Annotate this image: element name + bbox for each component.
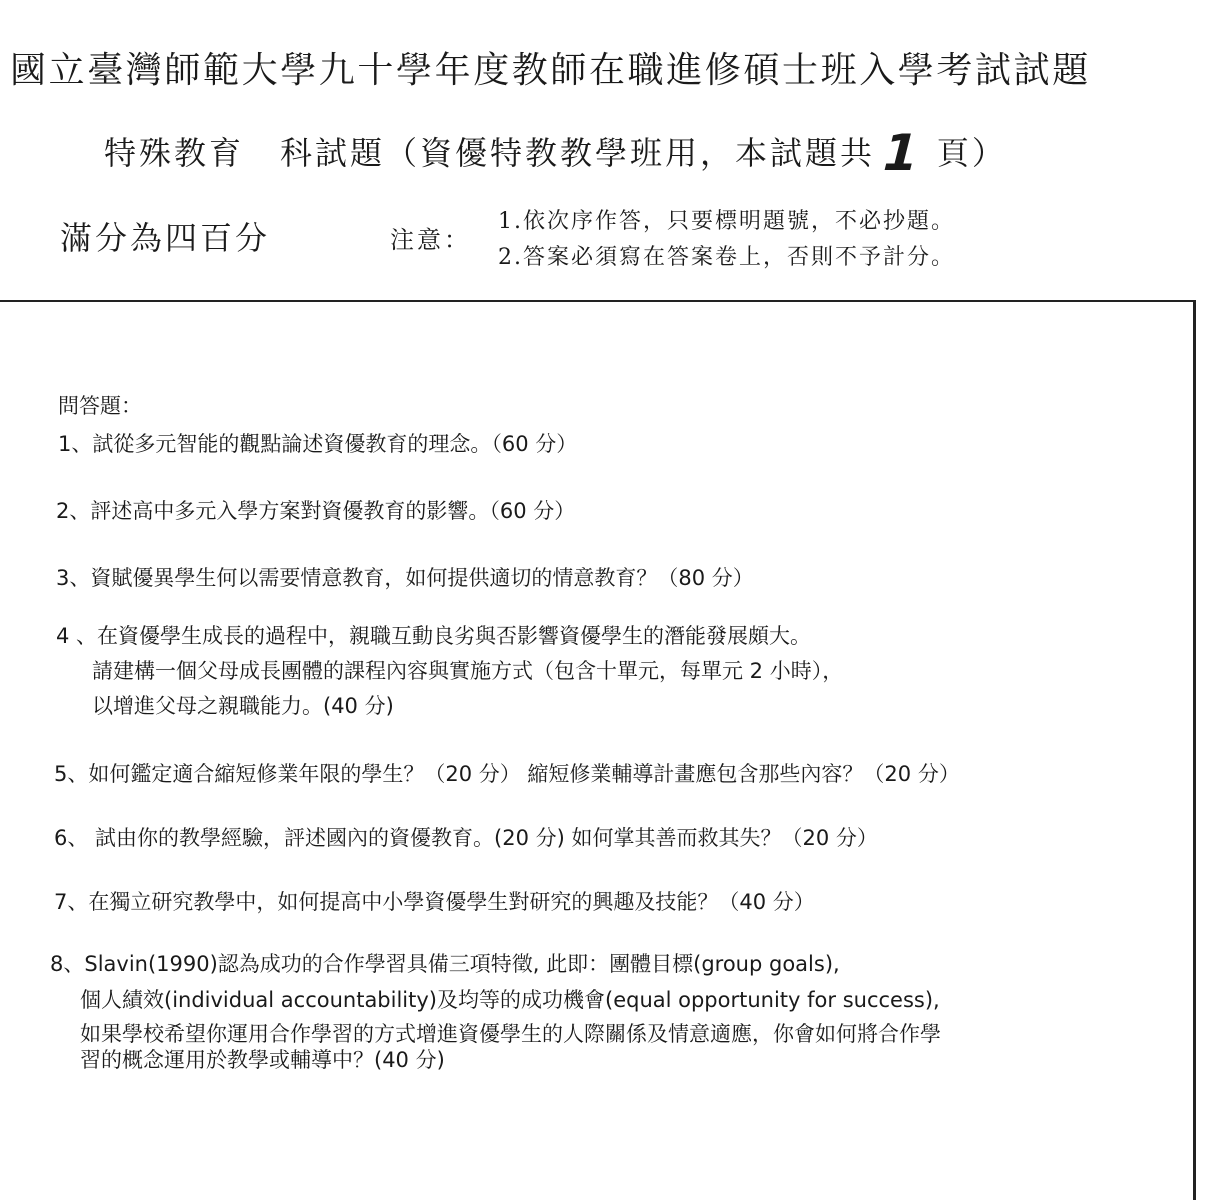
section-title: 問答題： xyxy=(58,394,142,418)
notice-item: 1.依次序作答，只要標明題號，不必抄題。 xyxy=(498,209,955,234)
question-2: 2、評述高中多元入學方案對資優教育的影響。（60 分） xyxy=(56,499,576,523)
question-6: 6、 試由你的教學經驗，評述國內的資優教育。(20 分) 如何掌其善而救其失？（20 分） xyxy=(54,826,878,850)
question-7: 7、在獨立研究教學中，如何提高中小學資優學生對研究的興趣及技能？（40 分） xyxy=(54,890,815,914)
question-4-line-2: 請建構一個父母成長團體的課程內容與實施方式（包含十單元，每單元 2 小時）， xyxy=(92,659,844,683)
question-1: 1、試從多元智能的觀點論述資優教育的理念。（60 分） xyxy=(58,432,578,456)
question-5: 5、如何鑑定適合縮短修業年限的學生？（20 分） 縮短修業輔導計畫應包含那些內容？（20 分） xyxy=(54,762,960,786)
question-8-line-4: 習的概念運用於教學或輔導中？(40 分) xyxy=(80,1048,445,1072)
subject-name: 特殊教育 xyxy=(104,134,245,172)
page-count: 1 xyxy=(875,124,929,182)
question-3: 3、資賦優異學生何以需要情意教育，如何提供適切的情意教育？（80 分） xyxy=(56,566,754,590)
exam-title: 國立臺灣師範大學九十學年度教師在職進修碩士班入學考試試題 xyxy=(10,50,1091,91)
question-8-line-1: 8、Slavin(1990)認為成功的合作學習具備三項特徵, 此即：團體目標(group goals), xyxy=(50,952,840,976)
question-4-line-1: 4 、在資優學生成長的過程中，親職互動良劣與否影響資優學生的潛能發展頗大。 xyxy=(56,624,812,648)
notice-label: 注意： xyxy=(390,226,471,254)
question-4-line-3: 以增進父母之親職能力。(40 分) xyxy=(92,694,394,718)
question-8-line-3: 如果學校希望你運用合作學習的方式增進資優學生的人際關係及情意適應，你會如何將合作學 xyxy=(80,1022,941,1046)
question-8-line-2: 個人績效(individual accountability)及均等的成功機會(equal opportunity for success), xyxy=(80,988,940,1012)
notice-item: 2.答案必須寫在答案卷上，否則不予計分。 xyxy=(498,245,955,270)
exam-subtitle xyxy=(104,124,1007,182)
page-suffix: 頁） xyxy=(936,134,1007,172)
subject-suffix: 科試題（資優特教教學班用，本試題共 xyxy=(280,134,876,172)
full-score: 滿分為四百分 xyxy=(60,219,271,257)
